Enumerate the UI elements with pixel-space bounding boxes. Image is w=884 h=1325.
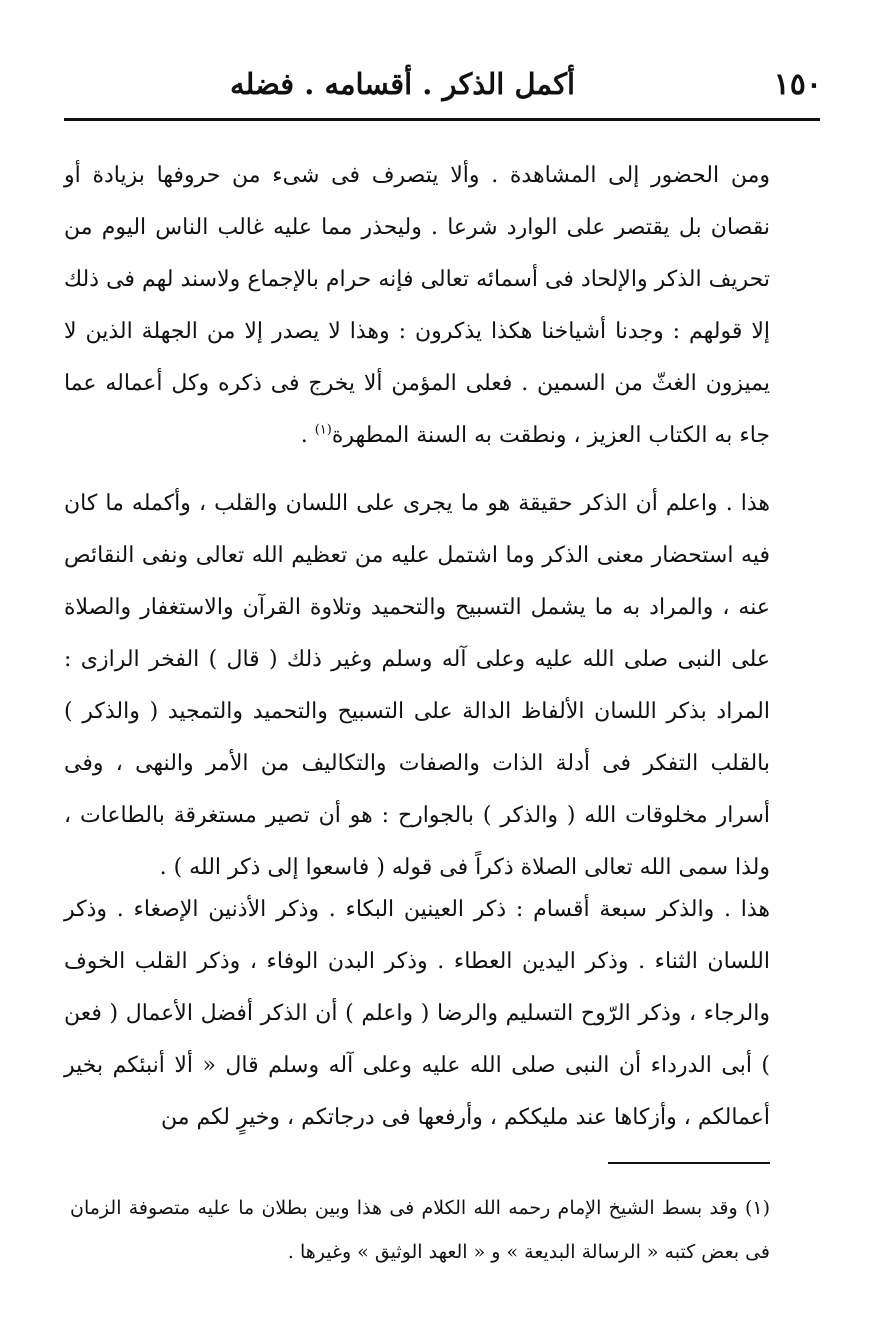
header-rule [64,118,820,121]
paragraph-3: هذا . والذكر سبعة أقسام : ذكر العينين البكاء . وذكر الأذنين الإصغاء . وذكر اللسان الثناء . وذكر اليدين العطاء . وذكر البدن الوفاء ، وذكر القلب الخوف والرجاء ، وذكر الرّوح التسليم والرضا ( واعلم ) أن الذكر أفضل الأعمال ( فعن ) أبى الدرداء أن النبى صلى الله عليه وعلى آله وسلم قال « ألا أنبئكم بخير أعمالكم ، وأزكاها عند مليككم ، وأرفعها فى درجاتكم ، وخيرٍ لكم من [64,897,770,1130]
footnote-reference: (١) [314,422,332,438]
footnote-rule [608,1162,770,1164]
paragraph-1-text: ومن الحضور إلى المشاهدة . وألا يتصرف فى شىء من حروفها بزيادة أو نقصان بل يقتصر على الوارد شرعا . وليحذر مما عليه غالب الناس اليوم من تحريف الذكر والإلحاد فى أسمائه تعالى فإنه حرام بالإجماع ولاسند لهم فى ذلك إلا قولهم : وجدنا أشياخنا هكذا يذكرون : وهذا لا يصدر إلا من الجهلة الذين لا يميزون الغثّ من السمين . فعلى المؤمن ألا يخرج فى ذكره وكل أعماله عما جاء به الكتاب العزيز ، ونطقت به السنة المطهرة [64,163,771,448]
paragraph-1 [64,150,770,462]
page-number: ١٥٠ [773,66,822,102]
footnote: (١) وقد بسط الشيخ الإمام رحمه الله الكلام فى هذا وبين بطلان ما عليه متصوفة الزمان فى بعض كتبه « الرسالة البديعة » و « العهد الوثيق » وغيرها . [70,1197,770,1263]
paragraph-2: هذا . واعلم أن الذكر حقيقة هو ما يجرى على اللسان والقلب ، وأكمله ما كان فيه استحضار معنى الذكر وما اشتمل عليه من تعظيم الله تعالى ونفى النقائص عنه ، والمراد به ما يشمل التسبيح والتحميد وتلاوة القرآن والاستغفار والصلاة على النبى صلى الله عليه وعلى آله وسلم وغير ذلك ( قال ) الفخر الرازى : المراد بذكر اللسان الألفاظ الدالة على التسبيح والتحميد والتمجيد ( والذكر ) بالقلب التفكر فى أدلة الذات والصفات والتكاليف من الأمر والنهى ، وفى أسرار مخلوقات الله ( والذكر ) بالجوارح : هو أن تصير مستغرقة بالطاعات ، ولذا سمى الله تعالى الصلاة ذكراً فى قوله ( فاسعوا إلى ذكر الله ) . [64,491,771,880]
page-header [62,62,822,106]
paragraph-1-end: . [300,423,315,448]
running-title: أكمل الذكر . أقسامه . فضله [230,67,576,101]
